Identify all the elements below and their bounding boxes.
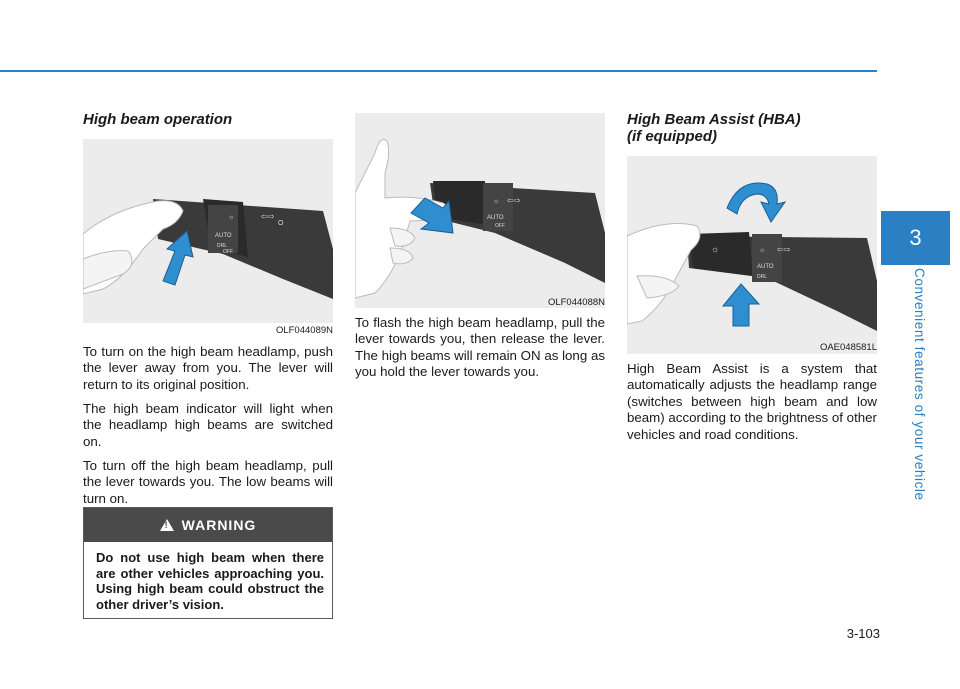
lever-label-drl: DRL: [217, 243, 228, 249]
heading-line: High Beam Assist (HBA): [627, 111, 801, 128]
lever-label-off: OFF: [495, 223, 505, 229]
lever-label-auto: AUTO: [757, 264, 774, 270]
figure-push-lever: [83, 139, 333, 323]
warning-box: [83, 507, 333, 619]
paragraph: High Beam Assist is a system that automatically adjusts the headlamp range (switches between high beam and low beam) according to the brightness of other vehicles and road conditions.: [627, 361, 877, 442]
lever-label-auto: AUTO: [215, 233, 232, 239]
figure-hba-lever: [627, 156, 877, 354]
warning-text: Do not use high beam when there are other vehicles approaching you. Using high beam could obstruct the other driver’s vision.: [96, 550, 324, 612]
paragraph: To turn on the high beam headlamp, push the lever away from you. The lever will return to its original position.: [83, 344, 333, 392]
warning-triangle-icon: [160, 519, 174, 531]
lever-label-o: O: [278, 220, 284, 227]
section-heading-high-beam-operation: High beam operation: [83, 111, 233, 128]
paragraph: To turn off the high beam headlamp, pull the lever towards you. The low beams will turn on.: [83, 458, 333, 506]
svg-text:☼: ☼: [228, 214, 235, 221]
figure-pull-lever: [355, 113, 605, 308]
paragraph: The high beam indicator will light when the headlamp high beams are switched on.: [83, 401, 333, 449]
chapter-title: Convenient features of your vehicle: [912, 268, 927, 501]
lever-label-auto: AUTO: [487, 215, 504, 221]
heading-line: (if equipped): [627, 128, 717, 145]
header-rule: [0, 70, 877, 72]
svg-text:☼: ☼: [711, 244, 720, 254]
figure-code: OLF044089N: [275, 325, 333, 336]
figure-code: OLF044088N: [547, 297, 605, 308]
svg-text:⇦⇨: ⇦⇨: [507, 196, 521, 205]
chapter-number-tab: 3: [881, 211, 950, 265]
figure-code: OAE048581L: [819, 342, 877, 353]
paragraph: To flash the high beam headlamp, pull the lever towards you, then release the lever. The high beams will remain ON as long as you hold the lever towards you.: [355, 315, 605, 380]
warning-header: [84, 508, 332, 542]
svg-text:⇦⇨: ⇦⇨: [261, 212, 275, 221]
svg-text:⇦⇨: ⇦⇨: [777, 245, 791, 254]
lever-label-off: OFF: [223, 249, 233, 255]
svg-text:☼: ☼: [759, 247, 766, 254]
page-number: 3-103: [846, 626, 880, 641]
warning-label: WARNING: [181, 517, 257, 533]
lever-label-drl: DRL: [757, 274, 768, 280]
svg-text:☼: ☼: [493, 198, 500, 205]
section-heading-hba: [627, 111, 801, 145]
